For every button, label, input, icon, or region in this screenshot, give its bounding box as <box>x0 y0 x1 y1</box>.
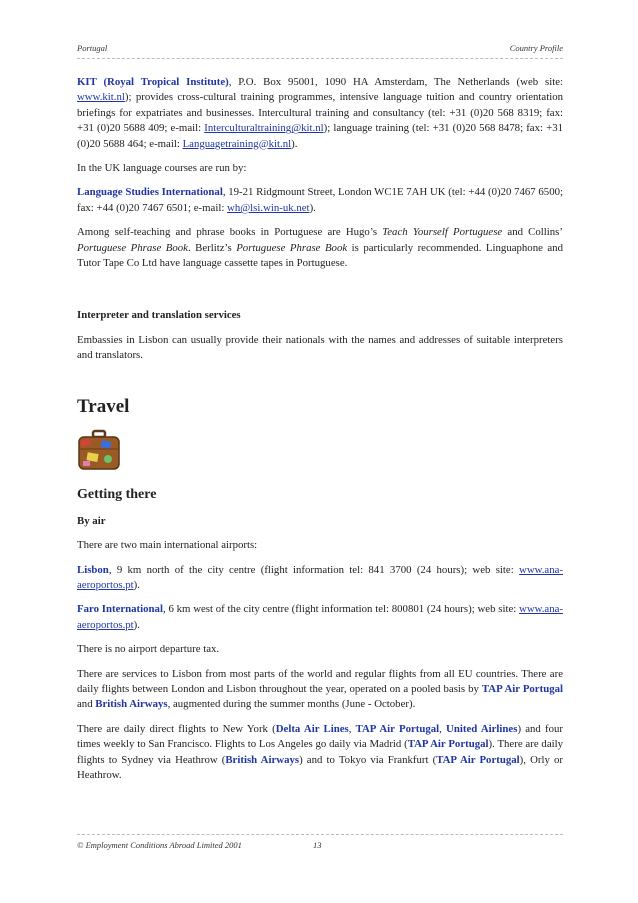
services-paragraph <box>77 667 563 713</box>
airline-ba-2: British Airways <box>225 753 300 766</box>
faro-airport-name: Faro International <box>77 603 163 616</box>
lisbon-airport-name: Lisbon <box>77 563 109 576</box>
kit-text-4: ). <box>291 137 298 150</box>
services-text-1: There are services to Lisbon from most parts of the world and regular flights from all EU countries. There are daily flights between London and Lisbon throughout the year, operated on a pooled basis by <box>77 667 563 695</box>
lsi-email-link[interactable]: wh@lsi.win-uk.net <box>227 201 310 214</box>
kit-text-1: , P.O. Box 95001, 1090 HA Amsterdam, The Netherlands (web site: <box>228 76 563 88</box>
header-title: Country Profile <box>509 43 563 53</box>
travel-heading: Travel <box>77 395 130 417</box>
page-number: 13 <box>313 840 322 850</box>
direct-text-4: ) and to Tokyo via Frankfurt ( <box>299 753 437 766</box>
kit-text-2: ); provides cross-cultural training programmes, intensive language tuition and country orientation briefings for expatriates and businesses. Intercultural training and consultancy (tel: +31 (0)20 568 8319; fax: +31 (0)20 5688 409; e-mail: <box>77 91 563 135</box>
faro-paragraph <box>77 602 563 633</box>
book-title-1: Teach Yourself Portuguese <box>382 226 503 239</box>
kit-web-link[interactable]: www.kit.nl <box>77 91 125 104</box>
airline-ba: British Airways <box>95 698 168 711</box>
lisbon-text-2: ). <box>133 578 140 591</box>
lisbon-web-link[interactable]: www.ana-aeroportos.pt <box>77 563 563 591</box>
direct-flights-paragraph <box>77 722 563 784</box>
airline-delta: Delta Air Lines <box>275 722 349 735</box>
books-text-2: and Collins’ <box>502 226 563 239</box>
airline-tap-3: TAP Air Portugal <box>436 753 520 766</box>
page-body <box>77 75 563 792</box>
faro-web-link[interactable]: www.ana-aeroportos.pt <box>77 603 563 631</box>
page-header <box>77 43 563 53</box>
interpreter-text: Embassies in Lisbon can usually provide their nationals with the names and addresses of suitable interpreters and translators. <box>77 333 563 362</box>
footer-copyright: © Employment Conditions Abroad Limited 2001 <box>77 840 242 850</box>
airline-tap: TAP Air Portugal <box>481 682 563 695</box>
kit-email-intercultural-link[interactable]: Interculturaltraining@kit.nl <box>204 122 324 135</box>
airline-united: United Airlines <box>446 722 518 735</box>
services-text-2: and <box>77 698 96 711</box>
books-text-1: Among self-teaching and phrase books in Portuguese are Hugo’s <box>77 226 383 239</box>
page-footer <box>77 840 563 850</box>
books-paragraph <box>77 225 563 271</box>
kit-email-language-link[interactable]: Languagetraining@kit.nl <box>182 137 292 150</box>
services-text-3: , augmented during the summer months (June - October). <box>167 698 416 711</box>
book-title-3: Portuguese Phrase Book <box>236 241 348 254</box>
direct-text-1: There are daily direct flights to New York ( <box>77 722 276 735</box>
kit-text-3: ); language training (tel: +31 (0)20 568 8478; fax: +31 (0)20 5688 464; e-mail: <box>77 122 563 150</box>
book-title-2: Portuguese Phrase Book <box>77 241 188 254</box>
lisbon-text-1: , 9 km north of the city centre (flight information tel: 841 3700 (24 hours); web site: <box>108 563 520 576</box>
header-divider <box>77 58 563 59</box>
airline-tap-2: TAP Air Portugal <box>407 738 489 751</box>
header-country: Portugal <box>77 43 108 53</box>
faro-text-2: ). <box>133 618 140 631</box>
lsi-text-1: , 19-21 Ridgmount Street, London WC1E 7AH UK (tel: +44 (0)20 7467 6500; fax: +44 (0)20 7467 6501; e-mail: <box>77 186 563 214</box>
books-text-3: . Berlitz’s <box>187 241 237 254</box>
footer-divider <box>77 834 563 835</box>
by-air-heading: By air <box>77 514 106 527</box>
departure-tax: There is no airport departure tax. <box>77 643 220 656</box>
interpreter-heading: Interpreter and translation services <box>77 309 241 322</box>
getting-there-heading: Getting there <box>77 486 157 502</box>
kit-paragraph <box>77 75 563 152</box>
kit-name: KIT (Royal Tropical Institute) <box>77 76 229 88</box>
direct-text-3: ). There are daily flights to Sydney via Heathrow ( <box>77 738 564 766</box>
direct-sep-1: , <box>348 722 356 735</box>
airports-intro: There are two main international airports: <box>77 539 258 552</box>
direct-text-2: ) and four times weekly to San Francisco. Flights to Los Angeles go daily via Madrid ( <box>77 722 563 751</box>
books-text-4: is particularly recommended. Linguaphone and Tutor Tape Co Ltd have language cassette tapes in Portuguese. <box>77 241 563 270</box>
direct-sep-2: , <box>439 722 447 735</box>
suitcase-icon <box>77 429 121 473</box>
uk-intro: In the UK language courses are run by: <box>77 162 247 175</box>
direct-text-5: ), Orly or Heathrow. <box>77 753 563 781</box>
airline-tap-1: TAP Air Portugal <box>355 722 440 735</box>
lsi-text-2: ). <box>309 201 316 214</box>
lsi-name: Language Studies International <box>77 186 223 199</box>
faro-text-1: , 6 km west of the city centre (flight information tel: 800801 (24 hours); web site: <box>162 603 520 616</box>
lisbon-paragraph <box>77 563 563 594</box>
lsi-paragraph <box>77 185 563 216</box>
